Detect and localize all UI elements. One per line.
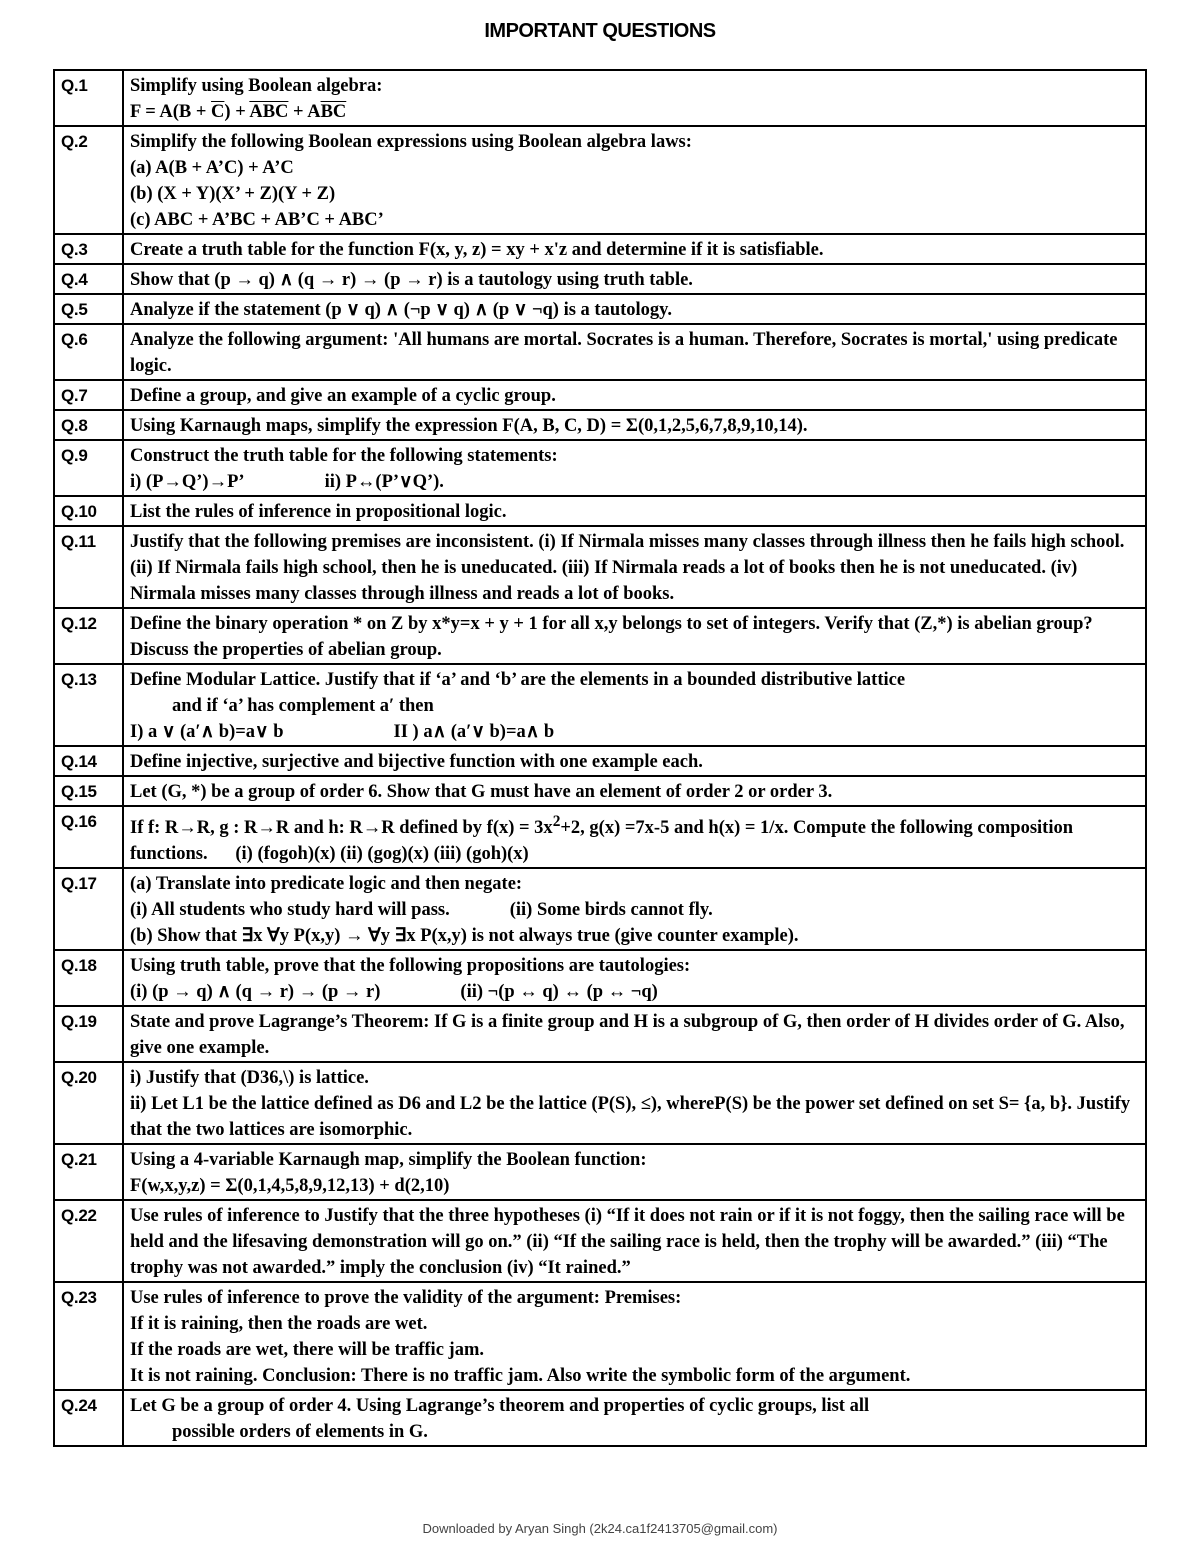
question-number: Q.10: [54, 496, 123, 526]
question-text: Construct the truth table for the following statements: i) (P→Q’)→P’ ii) P↔(P’∨Q’).: [123, 440, 1146, 496]
question-number: Q.14: [54, 746, 123, 776]
table-row: [54, 1282, 1146, 1390]
table-row: [54, 950, 1146, 1006]
question-number: Q.13: [54, 664, 123, 746]
question-text: Simplify using Boolean algebra: $F = A(B + \overline{C}) + \overline{ABC} + A\overline{BC}$: [123, 70, 1146, 126]
table-row: [54, 380, 1146, 410]
question-number: Q.17: [54, 868, 123, 950]
question-text: i) Justify that (D36,\) is lattice. ii) Let L1 be the lattice defined as D6 and L2 be the lattice (P(S), ≤), whereP(S) be the power set defined on set S= {a, b}. Justify that the two lattices are isomorphic.: [123, 1062, 1146, 1144]
table-row: [54, 70, 1146, 126]
question-text: State and prove Lagrange’s Theorem: If G is a finite group and H is a subgroup of G, then order of H divides order of G. Also, give one example.: [123, 1006, 1146, 1062]
page-title: IMPORTANT QUESTIONS: [484, 20, 716, 42]
question-number: Q.20: [54, 1062, 123, 1144]
table-row: [54, 664, 1146, 746]
table-row: [54, 608, 1146, 664]
question-text: List the rules of inference in propositional logic.: [123, 496, 1146, 526]
question-number: Q.16: [54, 806, 123, 868]
table-row: [54, 806, 1146, 868]
question-text: Define a group, and give an example of a cyclic group.: [123, 380, 1146, 410]
table-row: [54, 526, 1146, 608]
question-number: Q.24: [54, 1390, 123, 1446]
table-row: [54, 1006, 1146, 1062]
table-row: [54, 234, 1146, 264]
question-number: Q.19: [54, 1006, 123, 1062]
question-text: Let (G, *) be a group of order 6. Show that G must have an element of order 2 or order 3.: [123, 776, 1146, 806]
question-number: Q.22: [54, 1200, 123, 1282]
question-text: (a) Translate into predicate logic and then negate: (i) All students who study hard will pass. (ii) Some birds cannot fly. (b) Show that ∃x ∀y P(x,y) → ∀y ∃x P(x,y) is not always true (give counter example).: [123, 868, 1146, 950]
question-text: Use rules of inference to prove the validity of the argument: Premises: If it is raining, then the roads are wet. If the roads are wet, there will be traffic jam. It is not raining. Conclusion: There is no traffic jam. Also write the symbolic form of the argument.: [123, 1282, 1146, 1390]
question-text: Simplify the following Boolean expressions using Boolean algebra laws: (a) A(B + A’C) + A’C (b) (X + Y)(X’ + Z)(Y + Z) (c) ABC + A’BC + AB’C + ABC’: [123, 126, 1146, 234]
question-number: Q.1: [54, 70, 123, 126]
question-number: Q.15: [54, 776, 123, 806]
question-number: Q.6: [54, 324, 123, 380]
question-text: Using a 4-variable Karnaugh map, simplify the Boolean function: F(w,x,y,z) = Σ(0,1,4,5,8,9,12,13) + d(2,10): [123, 1144, 1146, 1200]
question-text: Using Karnaugh maps, simplify the expression F(A, B, C, D) = Σ(0,1,2,5,6,7,8,9,10,14).: [123, 410, 1146, 440]
question-number: Q.4: [54, 264, 123, 294]
table-row: [54, 868, 1146, 950]
question-text: If f: R→R, g : R→R and h: R→R defined by $f(x) = 3x^2+2$, g(x) =7x-5 and h(x) = 1/x. Compute the following composition functions. (i) (fogoh)(x) (ii) (gog)(x) (iii) (goh)(x): [123, 806, 1146, 868]
download-footer: Downloaded by Aryan Singh (2k24.ca1f2413705@gmail.com): [422, 1521, 778, 1536]
question-number: Q.5: [54, 294, 123, 324]
table-row: [54, 410, 1146, 440]
question-text: Define the binary operation * on Z by x*y=x + y + 1 for all x,y belongs to set of integers. Verify that (Z,*) is abelian group? Discuss the properties of abelian group.: [123, 608, 1146, 664]
question-text: Justify that the following premises are inconsistent. (i) If Nirmala misses many classes through illness then he fails high school. (ii) If Nirmala fails high school, then he is uneducated. (iii) If Nirmala reads a lot of books then he is not uneducated. (iv) Nirmala misses many classes through illness and reads a lot of books.: [123, 526, 1146, 608]
question-number: Q.18: [54, 950, 123, 1006]
table-row: [54, 264, 1146, 294]
questions-table: [53, 69, 1147, 1447]
question-text: Analyze the following argument: 'All humans are mortal. Socrates is a human. Therefore, Socrates is mortal,' using predicate logic.: [123, 324, 1146, 380]
question-number: Q.3: [54, 234, 123, 264]
table-row: [54, 1200, 1146, 1282]
table-row: [54, 440, 1146, 496]
table-row: [54, 746, 1146, 776]
question-number: Q.11: [54, 526, 123, 608]
question-number: Q.12: [54, 608, 123, 664]
question-number: Q.23: [54, 1282, 123, 1390]
table-row: [54, 496, 1146, 526]
question-text: Define Modular Lattice. Justify that if ‘a’ and ‘b’ are the elements in a bounded distributive lattice and if ‘a’ has complement a′ then I) a ∨ (a′∧ b)=a∨ b II ) a∧ (a′∨ b)=a∧ b: [123, 664, 1146, 746]
question-number: Q.8: [54, 410, 123, 440]
table-row: [54, 776, 1146, 806]
question-text: Show that (p → q) ∧ (q → r) → (p → r) is a tautology using truth table.: [123, 264, 1146, 294]
question-number: Q.7: [54, 380, 123, 410]
question-number: Q.21: [54, 1144, 123, 1200]
table-row: [54, 294, 1146, 324]
question-text: Analyze if the statement (p ∨ q) ∧ (¬p ∨ q) ∧ (p ∨ ¬q) is a tautology.: [123, 294, 1146, 324]
table-row: [54, 1062, 1146, 1144]
question-text: Use rules of inference to Justify that the three hypotheses (i) “If it does not rain or if it is not foggy, then the sailing race will be held and the lifesaving demonstration will go on.” (ii) “If the sailing race is held, then the trophy will be awarded.” (iii) “The trophy was not awarded.” imply the conclusion (iv) “It rained.”: [123, 1200, 1146, 1282]
table-row: [54, 126, 1146, 234]
table-row: [54, 324, 1146, 380]
table-row: [54, 1144, 1146, 1200]
question-number: Q.2: [54, 126, 123, 234]
question-text: Create a truth table for the function F(x, y, z) = xy + x'z and determine if it is satisfiable.: [123, 234, 1146, 264]
boolean-expression: $F = A(B + \overline{C}) + \overline{ABC} + A\overline{BC}$: [130, 102, 347, 122]
table-row: [54, 1390, 1146, 1446]
question-text: Using truth table, prove that the following propositions are tautologies: (i) (p → q) ∧ (q → r) → (p → r) (ii) ¬(p ↔ q) ↔ (p ↔ ¬q): [123, 950, 1146, 1006]
question-text: Define injective, surjective and bijective function with one example each.: [123, 746, 1146, 776]
question-text: Let G be a group of order 4. Using Lagrange’s theorem and properties of cyclic groups, list all possible orders of elements in G.: [123, 1390, 1146, 1446]
question-number: Q.9: [54, 440, 123, 496]
